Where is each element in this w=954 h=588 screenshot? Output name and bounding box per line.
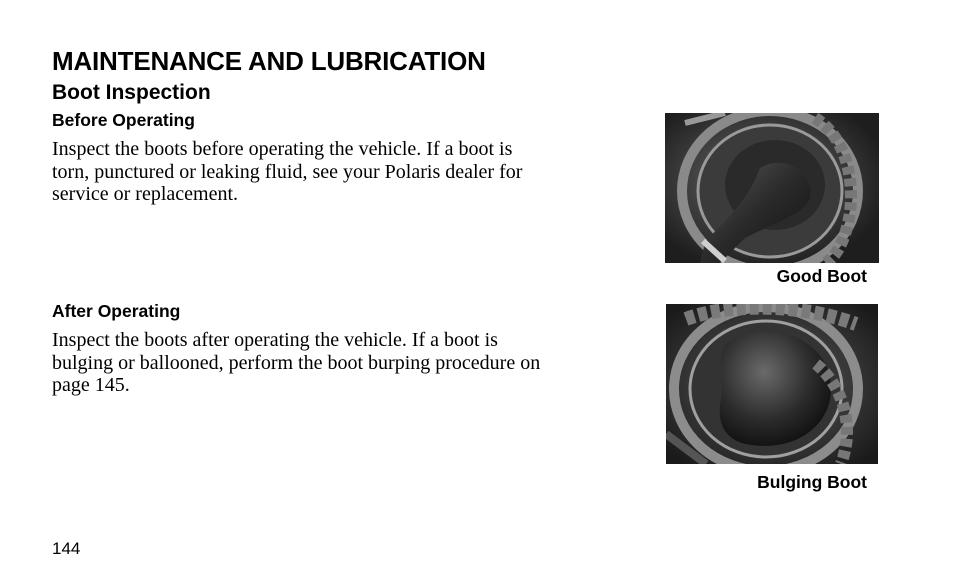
before-operating-text: Inspect the boots before operating the vehicle. If a boot is torn, punctured or leaking fluid, see your Polaris dealer for service or replacement. (52, 138, 523, 205)
section-title: MAINTENANCE AND LUBRICATION (52, 46, 486, 76)
after-operating-heading: After Operating (52, 301, 181, 321)
good-boot-caption: Good Boot (776, 266, 867, 286)
page-number: 144 (52, 539, 81, 558)
bulging-boot-photo (666, 304, 878, 464)
after-operating-text: Inspect the boots after operating the vehicle. If a boot is bulging or ballooned, perform the boot burping procedure on page 145. (52, 329, 541, 396)
bulging-boot-caption: Bulging Boot (757, 472, 867, 492)
page-subtitle: Boot Inspection (52, 81, 211, 104)
good-boot-photo (665, 113, 879, 263)
before-operating-heading: Before Operating (52, 110, 195, 130)
